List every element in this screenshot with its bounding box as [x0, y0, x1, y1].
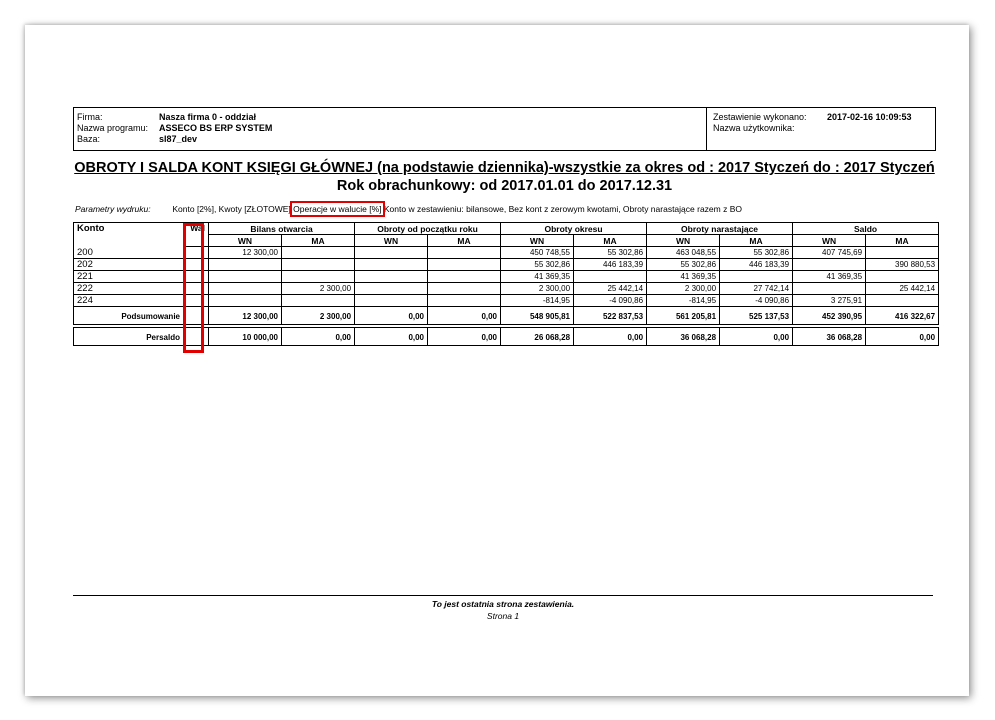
cell-amount [209, 271, 282, 283]
group-obroty-od-poczatku: Obroty od początku roku [355, 223, 501, 235]
cell-konto: 202 [74, 259, 184, 271]
footer-last-page-note: To jest ostatnia strona zestawienia. [431, 599, 575, 609]
cell-amount: 522 837,53 [574, 307, 647, 325]
cell-konto: 222 [74, 283, 184, 295]
cell-amount: 390 880,53 [866, 259, 939, 271]
cell-amount [282, 295, 355, 307]
cell-amount: -4 090,86 [720, 295, 793, 307]
cell-amount: 0,00 [428, 307, 501, 325]
cell-amount: 2 300,00 [647, 283, 720, 295]
cell-amount: 10 000,00 [209, 328, 282, 346]
print-parameters [75, 204, 742, 214]
cell-amount [209, 295, 282, 307]
sub-wn: WN [501, 235, 574, 247]
cell-amount [428, 247, 501, 259]
report-title: OBROTY I SALDA KONT KSIĘGI GŁÓWNEJ (na podstawie dziennika)-wszystkie za okres od : 2017 Styczeń do : 2017 Styczeń [74, 160, 935, 176]
header-values [159, 112, 272, 145]
params-highlighted: Operacje w walucie [%] [293, 204, 382, 214]
header-label-baza: Baza: [77, 134, 101, 144]
cell-amount: 0,00 [574, 328, 647, 346]
cell-amount: 2 300,00 [282, 283, 355, 295]
cell-amount: 0,00 [282, 328, 355, 346]
cell-amount [209, 283, 282, 295]
cell-amount: 36 068,28 [793, 328, 866, 346]
cell-amount: 446 183,39 [720, 259, 793, 271]
cell-amount [355, 283, 428, 295]
cell-amount [866, 271, 939, 283]
cell-amount [282, 247, 355, 259]
cell-amount [428, 283, 501, 295]
cell-amount: 450 748,55 [501, 247, 574, 259]
header-label-program: Nazwa programu: [77, 123, 149, 133]
cell-amount [209, 259, 282, 271]
cell-amount [355, 271, 428, 283]
cell-amount: 41 369,35 [501, 271, 574, 283]
cell-amount [282, 271, 355, 283]
group-bilans-otwarcia: Bilans otwarcia [209, 223, 355, 235]
header-label-firma: Firma: [77, 112, 103, 122]
cell-amount: 525 137,53 [720, 307, 793, 325]
cell-amount: 2 300,00 [282, 307, 355, 325]
cell-amount [355, 247, 428, 259]
params-after: Konto w zestawieniu: bilansowe, Bez kont z zerowym kwotami, Obroty narastające razem z BO [383, 204, 742, 214]
header-value-executed: 2017-02-16 10:09:53 [827, 112, 912, 122]
summary-row-label: Podsumowanie [74, 307, 184, 325]
cell-amount: 12 300,00 [209, 307, 282, 325]
sub-ma: MA [282, 235, 355, 247]
col-konto: Konto [74, 223, 184, 247]
cell-amount: 27 742,14 [720, 283, 793, 295]
cell-amount: 12 300,00 [209, 247, 282, 259]
header-value-baza: sl87_dev [159, 134, 198, 144]
cell-konto: 221 [74, 271, 184, 283]
cell-amount [428, 271, 501, 283]
cell-amount [793, 283, 866, 295]
cell-amount: 0,00 [866, 328, 939, 346]
header-value-firma: Nasza firma 0 - oddział [159, 112, 257, 122]
cell-amount: 25 442,14 [866, 283, 939, 295]
footer-rule [73, 595, 933, 596]
cell-amount [720, 271, 793, 283]
cell-amount: 446 183,39 [574, 259, 647, 271]
params-before: Konto [2%], Kwoty [ZŁOTOWE] [172, 204, 291, 214]
sub-wn: WN [209, 235, 282, 247]
cell-amount: -814,95 [501, 295, 574, 307]
cell-amount: 55 302,86 [501, 259, 574, 271]
cell-amount: 463 048,55 [647, 247, 720, 259]
header-right-values [827, 112, 912, 123]
cell-konto: 224 [74, 295, 184, 307]
cell-amount: 55 302,86 [574, 247, 647, 259]
header-divider [706, 108, 707, 150]
sub-ma: MA [720, 235, 793, 247]
cell-amount [282, 259, 355, 271]
cell-amount: -4 090,86 [574, 295, 647, 307]
cell-amount: 55 302,86 [720, 247, 793, 259]
cell-amount [355, 295, 428, 307]
group-obroty-okresu: Obroty okresu [501, 223, 647, 235]
cell-amount: 0,00 [720, 328, 793, 346]
cell-amount: 561 205,81 [647, 307, 720, 325]
cell-amount: 2 300,00 [501, 283, 574, 295]
header-right-labels [713, 112, 807, 134]
sub-ma: MA [574, 235, 647, 247]
cell-amount: 0,00 [428, 328, 501, 346]
cell-amount: 452 390,95 [793, 307, 866, 325]
cell-amount: 0,00 [355, 307, 428, 325]
wal-column-highlight [183, 223, 204, 353]
cell-amount: 41 369,35 [647, 271, 720, 283]
cell-amount [428, 295, 501, 307]
report-subtitle: Rok obrachunkowy: od 2017.01.01 do 2017.12.31 [336, 178, 673, 194]
footer-page-number: Strona 1 [486, 611, 520, 621]
sub-ma: MA [866, 235, 939, 247]
sub-wn: WN [355, 235, 428, 247]
cell-konto: 200 [74, 247, 184, 259]
group-saldo: Saldo [793, 223, 939, 235]
report-header-box [73, 107, 936, 151]
cell-amount: 407 745,69 [793, 247, 866, 259]
cell-amount [793, 259, 866, 271]
cell-amount: 3 275,91 [793, 295, 866, 307]
cell-amount [866, 247, 939, 259]
sub-wn: WN [647, 235, 720, 247]
cell-amount: 25 442,14 [574, 283, 647, 295]
cell-amount: 26 068,28 [501, 328, 574, 346]
header-label-executed: Zestawienie wykonano: [713, 112, 807, 122]
cell-amount: -814,95 [647, 295, 720, 307]
sub-wn: WN [793, 235, 866, 247]
cell-amount [428, 259, 501, 271]
cell-amount: 0,00 [355, 328, 428, 346]
cell-amount: 416 322,67 [866, 307, 939, 325]
col-wal: Wal [184, 223, 209, 247]
cell-amount: 41 369,35 [793, 271, 866, 283]
header-labels [77, 112, 148, 145]
cell-amount [574, 271, 647, 283]
cell-amount: 548 905,81 [501, 307, 574, 325]
persaldo-row-label: Persaldo [74, 328, 184, 346]
group-obroty-narastajace: Obroty narastające [647, 223, 793, 235]
cell-amount [866, 295, 939, 307]
cell-amount: 55 302,86 [647, 259, 720, 271]
cell-amount [355, 259, 428, 271]
header-label-user: Nazwa użytkownika: [713, 123, 795, 133]
params-label: Parametry wydruku: [75, 204, 151, 214]
cell-amount: 36 068,28 [647, 328, 720, 346]
sub-ma: MA [428, 235, 501, 247]
header-value-program: ASSECO BS ERP SYSTEM [159, 123, 273, 133]
